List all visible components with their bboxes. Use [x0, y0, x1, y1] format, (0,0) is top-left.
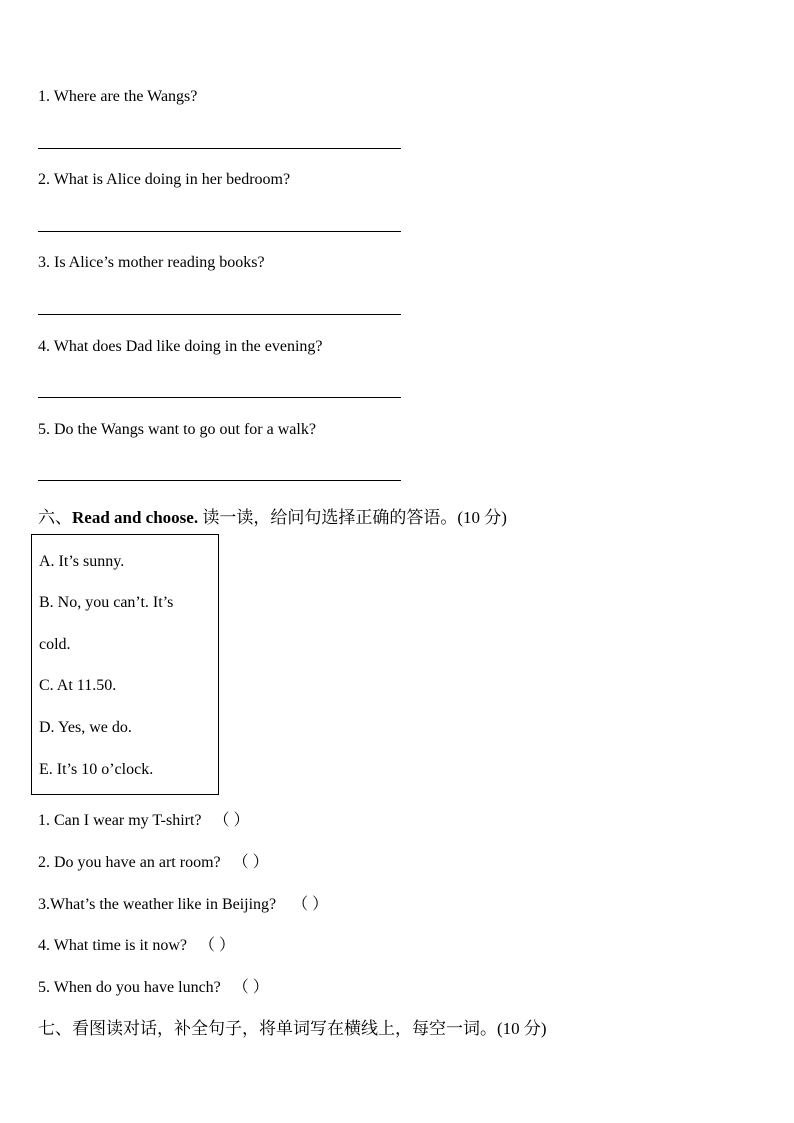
question-2: 2. What is Alice doing in her bedroom? — [38, 171, 291, 188]
choose-question-text: 5. When do you have lunch? — [38, 979, 221, 996]
section-7-heading: 七、看图读对话，补全句子，将单词写在横线上，每空一词。(10 分) — [38, 1019, 547, 1038]
question-1: 1. Where are the Wangs? — [38, 88, 198, 105]
section-6-title-cn: 读一读，给问句选择正确的答语。(10 分) — [198, 508, 507, 527]
option-e: E. It’s 10 o’clock. — [39, 761, 154, 778]
choose-question-3 — [38, 891, 328, 914]
choose-question-5 — [38, 974, 269, 997]
choose-question-text: 3.What’s the weather like in Beijing? — [38, 896, 277, 913]
choose-question-4 — [38, 932, 235, 955]
question-3: 3. Is Alice’s mother reading books? — [38, 254, 265, 271]
question-5: 5. Do the Wangs want to go out for a walk? — [38, 421, 316, 438]
answer-line-2[interactable] — [38, 231, 401, 232]
answer-blank[interactable]: （ ） — [213, 812, 250, 829]
section-6-title-en: Read and choose. — [72, 508, 199, 527]
answer-line-5[interactable] — [38, 480, 401, 481]
choose-question-1 — [38, 807, 250, 830]
answer-line-1[interactable] — [38, 148, 401, 149]
answer-line-3[interactable] — [38, 314, 401, 315]
option-d: D. Yes, we do. — [39, 719, 132, 736]
question-4: 4. What does Dad like doing in the evening? — [38, 338, 323, 355]
section-6-heading — [38, 503, 507, 528]
answer-blank[interactable]: （ ） — [232, 854, 269, 871]
choose-question-text: 4. What time is it now? — [38, 937, 188, 954]
option-a: A. It’s sunny. — [39, 553, 125, 570]
choose-question-text: 2. Do you have an art room? — [38, 854, 221, 871]
choose-question-2 — [38, 849, 269, 872]
option-b: B. No, you can’t. It’s — [39, 594, 174, 611]
answer-blank[interactable]: （ ） — [292, 896, 329, 913]
section-6-number: 六、 — [38, 508, 72, 527]
choose-question-text: 1. Can I wear my T-shirt? — [38, 812, 202, 829]
answer-blank[interactable]: （ ） — [232, 979, 269, 996]
answer-line-4[interactable] — [38, 397, 401, 398]
options-box — [31, 534, 219, 795]
option-b-continued: cold. — [39, 636, 71, 653]
answer-blank[interactable]: （ ） — [199, 937, 236, 954]
option-c: C. At 11.50. — [39, 677, 117, 694]
